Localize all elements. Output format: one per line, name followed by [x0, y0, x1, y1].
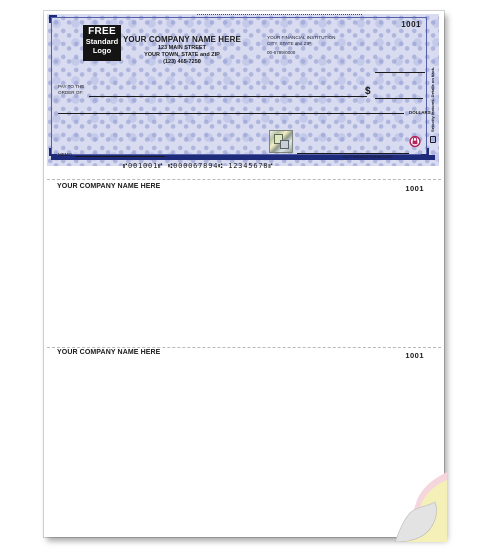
pay-to-label: [58, 84, 84, 95]
bank-name: YOUR FINANCIAL INSTITUTION: [267, 35, 336, 40]
micr-line: ⑈001001⑈ ⑆000067894⑆ 12345678⑈: [123, 162, 274, 170]
perforation-line: [47, 179, 441, 180]
company-address-block: [123, 35, 241, 65]
stub-check-number: 1001: [405, 351, 424, 360]
signature-line: [297, 153, 409, 154]
pay-to-label-line1: PAY TO THE: [58, 84, 85, 89]
stub-company-name: YOUR COMPANY NAME HERE: [57, 183, 161, 190]
hologram-seal: [269, 130, 293, 153]
company-phone: (123) 465-7250: [163, 59, 201, 65]
amount-words-line: [58, 113, 404, 114]
corner-mark: [49, 15, 57, 23]
bank-city: CITY, STATE and ZIP: [267, 40, 311, 46]
stub-company-name: YOUR COMPANY NAME HERE: [57, 349, 161, 356]
padlock-icon: [409, 134, 421, 148]
microprint-line: [197, 14, 362, 18]
perforation-line: [47, 347, 441, 348]
logo-logo-text: Logo: [92, 45, 112, 55]
side-lock-icon: [430, 136, 436, 143]
routing-fraction: 00-6789/0000: [267, 50, 296, 56]
amount-field: [375, 89, 423, 99]
check: [47, 14, 439, 166]
date-line: [375, 72, 425, 73]
check-number: 1001: [401, 20, 421, 29]
company-logo: [83, 25, 121, 61]
company-street: 123 MAIN STREET: [157, 45, 206, 51]
memo-line: [75, 156, 165, 157]
dollar-sign: $: [365, 86, 371, 97]
logo-standard-text: Standard: [85, 37, 119, 46]
memo-label: MEMO: [58, 152, 72, 157]
security-features-text: Security features. Details on back.: [430, 66, 435, 132]
pay-to-label-line2: ORDER OF:: [58, 89, 84, 95]
security-side-strip: [429, 62, 438, 132]
page-curl-icon: [395, 472, 447, 542]
stub-check-number: 1001: [405, 184, 424, 193]
payee-line: [89, 96, 367, 97]
bank-block: [267, 35, 335, 56]
signature-label: AUTHORIZED SIGNATURE: [343, 155, 393, 159]
company-name: YOUR COMPANY NAME HERE: [123, 35, 241, 44]
logo-free-text: FREE: [88, 26, 116, 37]
company-city: YOUR TOWN, STATE and ZIP: [144, 52, 220, 58]
dollars-label: DOLLARS: [409, 110, 431, 115]
check-sheet: [44, 11, 444, 537]
